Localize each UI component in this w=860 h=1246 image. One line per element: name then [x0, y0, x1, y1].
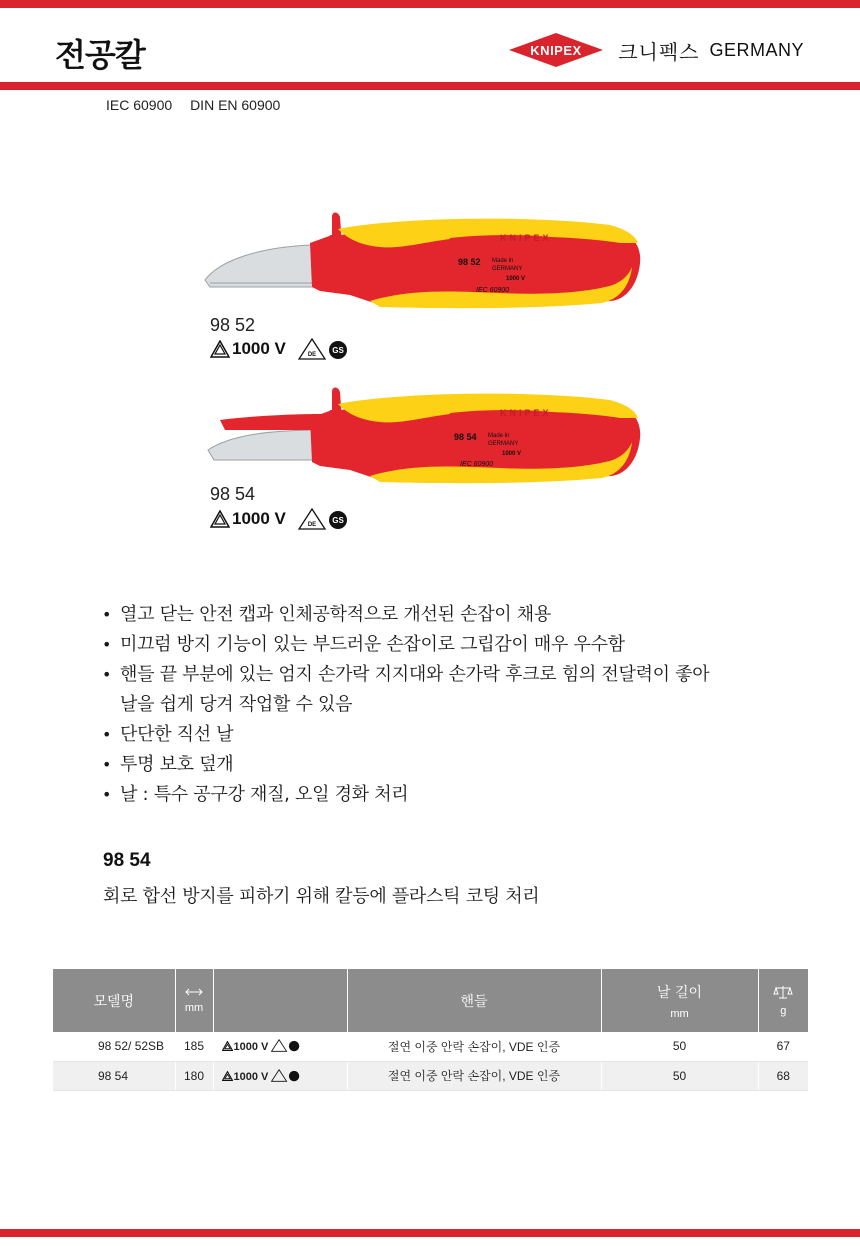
product-model: 98 52	[210, 315, 256, 335]
svg-text:98 54: 98 54	[454, 432, 477, 442]
product-98-52	[200, 205, 660, 365]
svg-text:IEC 60900: IEC 60900	[476, 287, 510, 294]
standard-din: DIN EN 60900	[190, 97, 281, 113]
note-model: 98 54	[103, 850, 151, 871]
cell-length: 185	[175, 1032, 213, 1061]
cell-voltage: 1000 V	[213, 1032, 347, 1061]
header-divider	[0, 82, 860, 90]
top-accent-bar	[0, 0, 860, 8]
cell-weight: 68	[758, 1061, 808, 1090]
feature-list	[100, 600, 800, 810]
page-title: 전공칼	[55, 36, 145, 74]
svg-text:GS: GS	[332, 516, 344, 525]
svg-text:IEC 60900: IEC 60900	[460, 461, 494, 468]
brand-country: GERMANY	[709, 39, 804, 60]
logo-text: KNIPEX	[530, 43, 582, 58]
feature-item: • 날 : 특수 공구강 재질, 오일 경화 처리	[100, 780, 800, 810]
svg-text:KNIPEX: KNIPEX	[500, 233, 552, 243]
svg-text:Made in: Made in	[488, 433, 510, 439]
spec-table	[53, 969, 808, 1091]
header-voltage	[213, 969, 347, 1032]
product-98-54	[200, 380, 660, 540]
svg-text:98 52: 98 52	[458, 257, 481, 267]
cell-model: 98 52/ 52SB	[53, 1032, 175, 1061]
svg-text:Made in: Made in	[492, 258, 514, 264]
table-header-row	[53, 969, 808, 1032]
insulation-triangle-icon	[222, 1071, 233, 1081]
svg-text:DE: DE	[307, 352, 317, 358]
standards-line	[106, 97, 294, 113]
cell-handle: 절연 이중 안락 손잡이, VDE 인증	[347, 1061, 601, 1090]
knipex-logo	[508, 32, 604, 68]
product-voltage-rating	[210, 338, 350, 360]
knife-98-52-image	[200, 205, 660, 315]
svg-text:KNIPEX: KNIPEX	[500, 408, 552, 418]
weight-scale-icon	[773, 985, 793, 999]
length-arrow-icon	[184, 988, 204, 996]
svg-text:GERMANY: GERMANY	[492, 266, 523, 272]
bottom-accent-bar	[0, 1229, 860, 1237]
svg-text:GS: GS	[332, 346, 344, 355]
feature-item: • 투명 보호 덮개	[100, 750, 800, 780]
feature-item	[100, 660, 800, 720]
weight-unit: g	[780, 1004, 787, 1017]
header-length	[175, 969, 213, 1032]
vde-gs-certification-icon	[298, 508, 350, 530]
cell-voltage: 1000 V	[213, 1061, 347, 1090]
cell-handle: 절연 이중 안락 손잡이, VDE 인증	[347, 1032, 601, 1061]
header-blade-length: 날 길이 mm	[601, 969, 758, 1032]
cell-blade-length: 50	[601, 1032, 758, 1061]
brand	[508, 30, 804, 70]
product-voltage-rating	[210, 508, 350, 530]
voltage-value: 1000 V	[232, 509, 286, 528]
knife-98-54-image	[200, 380, 660, 490]
cell-weight: 67	[758, 1032, 808, 1061]
cell-model: 98 54	[53, 1061, 175, 1090]
brand-name-korean: 크니펙스	[618, 39, 700, 64]
header-handle: 핸들	[347, 969, 601, 1032]
voltage-value: 1000 V	[232, 339, 286, 358]
feature-item: • 열고 닫는 안전 캡과 인체공학적으로 개선된 손잡이 채용	[100, 600, 800, 630]
table-row	[53, 1061, 808, 1090]
feature-item: • 단단한 직선 날	[100, 720, 800, 750]
svg-text:DE: DE	[307, 522, 317, 528]
header	[0, 8, 860, 82]
svg-text:GERMANY: GERMANY	[488, 441, 519, 447]
cell-blade-length: 50	[601, 1061, 758, 1090]
table-row	[53, 1032, 808, 1061]
header-model: 모델명	[53, 969, 175, 1032]
feature-text: 핸들 끝 부분에 있는 엄지 손가락 지지대와 손가락 후크로 힘의 전달력이 좋아	[120, 664, 710, 685]
product-model: 98 54	[210, 484, 256, 504]
standard-iec: IEC 60900	[106, 97, 173, 113]
vde-gs-certification-icon	[271, 1039, 301, 1052]
feature-text-continued: 날을 쉽게 당겨 작업할 수 있음	[120, 694, 353, 715]
svg-text:1000 V: 1000 V	[502, 451, 522, 457]
insulation-triangle-icon	[222, 1041, 233, 1051]
cell-length: 180	[175, 1061, 213, 1090]
note-text: 회로 합선 방지를 피하기 위해 칼등에 플라스틱 코팅 처리	[103, 886, 540, 907]
blade-unit: mm	[670, 1007, 689, 1020]
feature-item: • 미끄럼 방지 기능이 있는 부드러운 손잡이로 그립감이 매우 우수함	[100, 630, 800, 660]
vde-gs-certification-icon	[271, 1069, 301, 1082]
svg-text:1000 V: 1000 V	[506, 276, 526, 282]
insulation-triangle-icon	[210, 340, 230, 358]
length-unit: mm	[184, 1001, 204, 1014]
vde-gs-certification-icon	[298, 338, 350, 360]
header-weight	[758, 969, 808, 1032]
insulation-triangle-icon	[210, 510, 230, 528]
